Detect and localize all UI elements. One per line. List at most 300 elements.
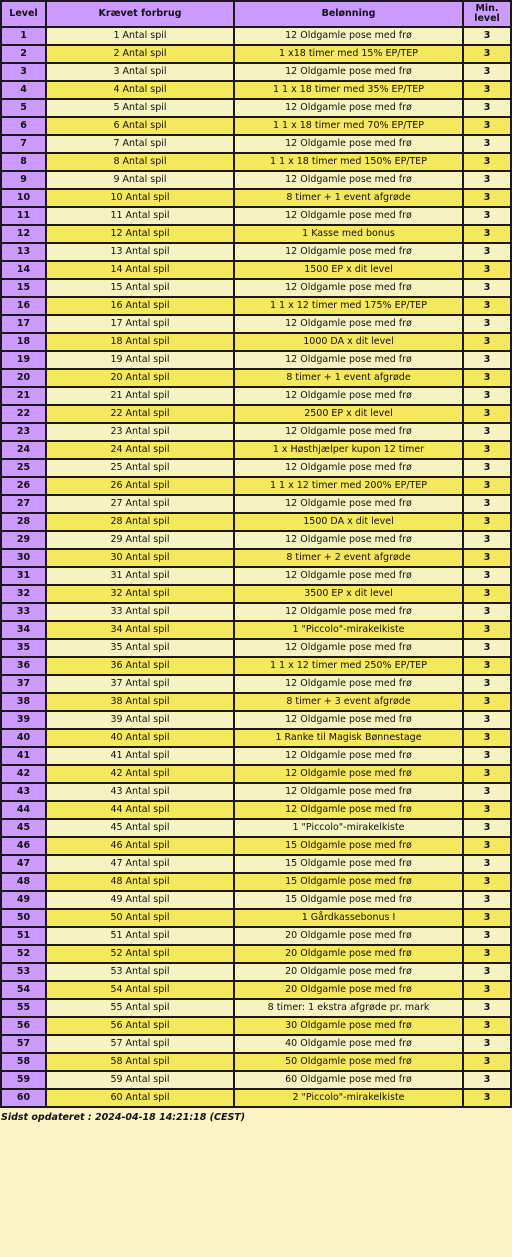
- level-cell: 40: [1, 729, 46, 747]
- level-cell: 2: [1, 45, 46, 63]
- table-row: [1, 1035, 511, 1053]
- required-cell: 54 Antal spil: [46, 981, 234, 999]
- min-level-cell: 3: [463, 225, 511, 243]
- table-row: [1, 207, 511, 225]
- min-level-cell: 3: [463, 441, 511, 459]
- level-cell: 34: [1, 621, 46, 639]
- required-cell: 37 Antal spil: [46, 675, 234, 693]
- reward-cell: 50 Oldgamle pose med frø: [234, 1053, 463, 1071]
- min-level-cell: 3: [463, 459, 511, 477]
- table-row: [1, 63, 511, 81]
- level-cell: 4: [1, 81, 46, 99]
- table-row: [1, 999, 511, 1017]
- table-row: [1, 99, 511, 117]
- level-cell: 14: [1, 261, 46, 279]
- min-level-cell: 3: [463, 747, 511, 765]
- required-cell: 46 Antal spil: [46, 837, 234, 855]
- min-level-cell: 3: [463, 423, 511, 441]
- min-level-cell: 3: [463, 675, 511, 693]
- table-row: [1, 243, 511, 261]
- min-level-cell: 3: [463, 45, 511, 63]
- min-level-cell: 3: [463, 891, 511, 909]
- table-row: [1, 711, 511, 729]
- level-cell: 58: [1, 1053, 46, 1071]
- min-level-cell: 3: [463, 837, 511, 855]
- reward-cell: 15 Oldgamle pose med frø: [234, 891, 463, 909]
- required-cell: 16 Antal spil: [46, 297, 234, 315]
- reward-cell: 12 Oldgamle pose med frø: [234, 495, 463, 513]
- min-level-cell: 3: [463, 135, 511, 153]
- reward-cell: 3500 EP x dit level: [234, 585, 463, 603]
- required-cell: 60 Antal spil: [46, 1089, 234, 1107]
- min-level-cell: 3: [463, 981, 511, 999]
- header-required: Krævet forbrug: [46, 1, 234, 27]
- level-cell: 44: [1, 801, 46, 819]
- table-row: [1, 387, 511, 405]
- min-level-cell: 3: [463, 657, 511, 675]
- reward-cell: 12 Oldgamle pose med frø: [234, 99, 463, 117]
- min-level-cell: 3: [463, 405, 511, 423]
- table-row: [1, 1017, 511, 1035]
- min-level-cell: 3: [463, 1071, 511, 1089]
- min-level-cell: 3: [463, 63, 511, 81]
- min-level-cell: 3: [463, 765, 511, 783]
- table-row: [1, 567, 511, 585]
- required-cell: 23 Antal spil: [46, 423, 234, 441]
- reward-cell: 12 Oldgamle pose med frø: [234, 801, 463, 819]
- min-level-cell: 3: [463, 189, 511, 207]
- reward-cell: 1 Gårdkassebonus I: [234, 909, 463, 927]
- level-cell: 28: [1, 513, 46, 531]
- required-cell: 2 Antal spil: [46, 45, 234, 63]
- table-row: [1, 1089, 511, 1107]
- reward-cell: 1 1 x 18 timer med 150% EP/TEP: [234, 153, 463, 171]
- level-cell: 1: [1, 27, 46, 45]
- table-row: [1, 441, 511, 459]
- header-min-level: [463, 1, 511, 27]
- required-cell: 1 Antal spil: [46, 27, 234, 45]
- min-level-cell: 3: [463, 585, 511, 603]
- level-cell: 39: [1, 711, 46, 729]
- required-cell: 11 Antal spil: [46, 207, 234, 225]
- min-level-cell: 3: [463, 1089, 511, 1107]
- required-cell: 38 Antal spil: [46, 693, 234, 711]
- level-cell: 53: [1, 963, 46, 981]
- required-cell: 7 Antal spil: [46, 135, 234, 153]
- table-row: [1, 675, 511, 693]
- reward-cell: 15 Oldgamle pose med frø: [234, 837, 463, 855]
- level-cell: 26: [1, 477, 46, 495]
- min-level-cell: 3: [463, 171, 511, 189]
- reward-cell: 1 1 x 18 timer med 35% EP/TEP: [234, 81, 463, 99]
- required-cell: 32 Antal spil: [46, 585, 234, 603]
- min-level-cell: 3: [463, 207, 511, 225]
- table-row: [1, 477, 511, 495]
- min-level-cell: 3: [463, 549, 511, 567]
- table-header-row: [1, 1, 511, 27]
- level-cell: 46: [1, 837, 46, 855]
- table-row: [1, 333, 511, 351]
- required-cell: 58 Antal spil: [46, 1053, 234, 1071]
- table-row: [1, 837, 511, 855]
- level-cell: 50: [1, 909, 46, 927]
- required-cell: 48 Antal spil: [46, 873, 234, 891]
- table-row: [1, 945, 511, 963]
- min-level-cell: 3: [463, 261, 511, 279]
- required-cell: 30 Antal spil: [46, 549, 234, 567]
- required-cell: 41 Antal spil: [46, 747, 234, 765]
- min-level-cell: 3: [463, 81, 511, 99]
- reward-cell: 12 Oldgamle pose med frø: [234, 765, 463, 783]
- table-row: [1, 873, 511, 891]
- level-cell: 41: [1, 747, 46, 765]
- required-cell: 27 Antal spil: [46, 495, 234, 513]
- table-row: [1, 819, 511, 837]
- required-cell: 49 Antal spil: [46, 891, 234, 909]
- min-level-cell: 3: [463, 855, 511, 873]
- reward-cell: 15 Oldgamle pose med frø: [234, 855, 463, 873]
- reward-cell: 12 Oldgamle pose med frø: [234, 603, 463, 621]
- min-level-cell: 3: [463, 297, 511, 315]
- table-row: [1, 621, 511, 639]
- reward-cell: 1 1 x 12 timer med 200% EP/TEP: [234, 477, 463, 495]
- level-cell: 43: [1, 783, 46, 801]
- level-cell: 17: [1, 315, 46, 333]
- min-level-cell: 3: [463, 621, 511, 639]
- reward-cell: 1500 EP x dit level: [234, 261, 463, 279]
- required-cell: 26 Antal spil: [46, 477, 234, 495]
- reward-cell: 12 Oldgamle pose med frø: [234, 279, 463, 297]
- table-row: [1, 963, 511, 981]
- level-cell: 30: [1, 549, 46, 567]
- table-row: [1, 1071, 511, 1089]
- table-row: [1, 531, 511, 549]
- level-cell: 48: [1, 873, 46, 891]
- level-cell: 55: [1, 999, 46, 1017]
- level-cell: 51: [1, 927, 46, 945]
- min-level-cell: 3: [463, 351, 511, 369]
- level-cell: 54: [1, 981, 46, 999]
- table-row: [1, 891, 511, 909]
- level-cell: 19: [1, 351, 46, 369]
- level-cell: 29: [1, 531, 46, 549]
- min-level-cell: 3: [463, 1035, 511, 1053]
- table-row: [1, 315, 511, 333]
- reward-cell: 20 Oldgamle pose med frø: [234, 945, 463, 963]
- level-cell: 27: [1, 495, 46, 513]
- table-row: [1, 81, 511, 99]
- required-cell: 3 Antal spil: [46, 63, 234, 81]
- level-cell: 10: [1, 189, 46, 207]
- reward-cell: 20 Oldgamle pose med frø: [234, 963, 463, 981]
- table-row: [1, 405, 511, 423]
- required-cell: 14 Antal spil: [46, 261, 234, 279]
- min-level-cell: 3: [463, 531, 511, 549]
- required-cell: 31 Antal spil: [46, 567, 234, 585]
- level-cell: 49: [1, 891, 46, 909]
- reward-cell: 8 timer + 2 event afgrøde: [234, 549, 463, 567]
- required-cell: 36 Antal spil: [46, 657, 234, 675]
- min-level-cell: 3: [463, 729, 511, 747]
- table-row: [1, 513, 511, 531]
- table-row: [1, 261, 511, 279]
- table-row: [1, 225, 511, 243]
- table-row: [1, 765, 511, 783]
- min-level-cell: 3: [463, 693, 511, 711]
- reward-cell: 8 timer + 1 event afgrøde: [234, 369, 463, 387]
- level-cell: 11: [1, 207, 46, 225]
- level-cell: 32: [1, 585, 46, 603]
- level-cell: 21: [1, 387, 46, 405]
- table-row: [1, 495, 511, 513]
- table-row: [1, 1053, 511, 1071]
- level-cell: 57: [1, 1035, 46, 1053]
- required-cell: 39 Antal spil: [46, 711, 234, 729]
- required-cell: 20 Antal spil: [46, 369, 234, 387]
- level-cell: 18: [1, 333, 46, 351]
- min-level-cell: 3: [463, 99, 511, 117]
- table-row: [1, 585, 511, 603]
- level-cell: 24: [1, 441, 46, 459]
- min-level-cell: 3: [463, 783, 511, 801]
- required-cell: 22 Antal spil: [46, 405, 234, 423]
- required-cell: 12 Antal spil: [46, 225, 234, 243]
- table-row: [1, 153, 511, 171]
- level-cell: 47: [1, 855, 46, 873]
- header-reward: Belønning: [234, 1, 463, 27]
- min-level-cell: 3: [463, 711, 511, 729]
- required-cell: 4 Antal spil: [46, 81, 234, 99]
- reward-cell: 1 1 x 12 timer med 175% EP/TEP: [234, 297, 463, 315]
- table-row: [1, 801, 511, 819]
- table-row: [1, 693, 511, 711]
- required-cell: 53 Antal spil: [46, 963, 234, 981]
- required-cell: 34 Antal spil: [46, 621, 234, 639]
- required-cell: 44 Antal spil: [46, 801, 234, 819]
- level-cell: 8: [1, 153, 46, 171]
- level-cell: 9: [1, 171, 46, 189]
- reward-cell: 20 Oldgamle pose med frø: [234, 981, 463, 999]
- required-cell: 28 Antal spil: [46, 513, 234, 531]
- reward-cell: 1 x Høsthjælper kupon 12 timer: [234, 441, 463, 459]
- required-cell: 56 Antal spil: [46, 1017, 234, 1035]
- table-row: [1, 279, 511, 297]
- min-level-cell: 3: [463, 117, 511, 135]
- min-level-cell: 3: [463, 243, 511, 261]
- required-cell: 42 Antal spil: [46, 765, 234, 783]
- reward-cell: 1500 DA x dit level: [234, 513, 463, 531]
- table-row: [1, 981, 511, 999]
- level-cell: 60: [1, 1089, 46, 1107]
- table-row: [1, 189, 511, 207]
- table-row: [1, 351, 511, 369]
- level-cell: 12: [1, 225, 46, 243]
- reward-cell: 12 Oldgamle pose med frø: [234, 351, 463, 369]
- table-row: [1, 729, 511, 747]
- reward-cell: 12 Oldgamle pose med frø: [234, 675, 463, 693]
- required-cell: 9 Antal spil: [46, 171, 234, 189]
- reward-cell: 12 Oldgamle pose med frø: [234, 135, 463, 153]
- table-row: [1, 549, 511, 567]
- level-cell: 36: [1, 657, 46, 675]
- min-level-cell: 3: [463, 1017, 511, 1035]
- required-cell: 40 Antal spil: [46, 729, 234, 747]
- required-cell: 55 Antal spil: [46, 999, 234, 1017]
- reward-cell: 1 1 x 12 timer med 250% EP/TEP: [234, 657, 463, 675]
- level-cell: 52: [1, 945, 46, 963]
- table-row: [1, 297, 511, 315]
- min-level-cell: 3: [463, 639, 511, 657]
- reward-cell: 1 Ranke til Magisk Bønnestage: [234, 729, 463, 747]
- required-cell: 8 Antal spil: [46, 153, 234, 171]
- reward-cell: 8 timer: 1 ekstra afgrøde pr. mark: [234, 999, 463, 1017]
- reward-cell: 2500 EP x dit level: [234, 405, 463, 423]
- reward-cell: 1 1 x 18 timer med 70% EP/TEP: [234, 117, 463, 135]
- min-level-cell: 3: [463, 369, 511, 387]
- required-cell: 17 Antal spil: [46, 315, 234, 333]
- min-level-cell: 3: [463, 153, 511, 171]
- level-cell: 13: [1, 243, 46, 261]
- reward-cell: 12 Oldgamle pose med frø: [234, 711, 463, 729]
- min-level-cell: 3: [463, 513, 511, 531]
- table-row: [1, 747, 511, 765]
- table-row: [1, 459, 511, 477]
- min-level-cell: 3: [463, 819, 511, 837]
- required-cell: 52 Antal spil: [46, 945, 234, 963]
- reward-cell: 8 timer + 1 event afgrøde: [234, 189, 463, 207]
- required-cell: 51 Antal spil: [46, 927, 234, 945]
- required-cell: 57 Antal spil: [46, 1035, 234, 1053]
- table-row: [1, 423, 511, 441]
- reward-cell: 12 Oldgamle pose med frø: [234, 459, 463, 477]
- table-row: [1, 45, 511, 63]
- required-cell: 18 Antal spil: [46, 333, 234, 351]
- reward-cell: 1 "Piccolo"-mirakelkiste: [234, 819, 463, 837]
- reward-cell: 12 Oldgamle pose med frø: [234, 243, 463, 261]
- level-cell: 20: [1, 369, 46, 387]
- min-level-cell: 3: [463, 1053, 511, 1071]
- reward-cell: 2 "Piccolo"-mirakelkiste: [234, 1089, 463, 1107]
- table-row: [1, 27, 511, 45]
- level-cell: 31: [1, 567, 46, 585]
- level-cell: 22: [1, 405, 46, 423]
- min-level-cell: 3: [463, 495, 511, 513]
- reward-cell: 12 Oldgamle pose med frø: [234, 567, 463, 585]
- table-row: [1, 909, 511, 927]
- table-row: [1, 639, 511, 657]
- reward-cell: 12 Oldgamle pose med frø: [234, 27, 463, 45]
- level-cell: 25: [1, 459, 46, 477]
- required-cell: 6 Antal spil: [46, 117, 234, 135]
- level-cell: 5: [1, 99, 46, 117]
- required-cell: 21 Antal spil: [46, 387, 234, 405]
- required-cell: 50 Antal spil: [46, 909, 234, 927]
- min-level-cell: 3: [463, 801, 511, 819]
- reward-cell: 20 Oldgamle pose med frø: [234, 927, 463, 945]
- reward-cell: 12 Oldgamle pose med frø: [234, 171, 463, 189]
- level-cell: 7: [1, 135, 46, 153]
- header-min-level-label: Min. level: [474, 3, 500, 24]
- level-cell: 38: [1, 693, 46, 711]
- required-cell: 45 Antal spil: [46, 819, 234, 837]
- reward-cell: 12 Oldgamle pose med frø: [234, 315, 463, 333]
- table-row: [1, 603, 511, 621]
- required-cell: 10 Antal spil: [46, 189, 234, 207]
- level-cell: 42: [1, 765, 46, 783]
- table-row: [1, 657, 511, 675]
- min-level-cell: 3: [463, 27, 511, 45]
- reward-cell: 40 Oldgamle pose med frø: [234, 1035, 463, 1053]
- required-cell: 43 Antal spil: [46, 783, 234, 801]
- min-level-cell: 3: [463, 567, 511, 585]
- required-cell: 19 Antal spil: [46, 351, 234, 369]
- table-row: [1, 171, 511, 189]
- min-level-cell: 3: [463, 999, 511, 1017]
- reward-cell: 1 x18 timer med 15% EP/TEP: [234, 45, 463, 63]
- required-cell: 47 Antal spil: [46, 855, 234, 873]
- table-row: [1, 369, 511, 387]
- level-cell: 3: [1, 63, 46, 81]
- min-level-cell: 3: [463, 387, 511, 405]
- required-cell: 29 Antal spil: [46, 531, 234, 549]
- reward-cell: 12 Oldgamle pose med frø: [234, 387, 463, 405]
- level-cell: 56: [1, 1017, 46, 1035]
- required-cell: 13 Antal spil: [46, 243, 234, 261]
- level-cell: 35: [1, 639, 46, 657]
- required-cell: 35 Antal spil: [46, 639, 234, 657]
- header-level: Level: [1, 1, 46, 27]
- reward-cell: 12 Oldgamle pose med frø: [234, 783, 463, 801]
- reward-cell: 12 Oldgamle pose med frø: [234, 747, 463, 765]
- required-cell: 5 Antal spil: [46, 99, 234, 117]
- table-row: [1, 783, 511, 801]
- table-row: [1, 927, 511, 945]
- table-body: [1, 27, 511, 1107]
- min-level-cell: 3: [463, 927, 511, 945]
- level-cell: 6: [1, 117, 46, 135]
- min-level-cell: 3: [463, 873, 511, 891]
- reward-cell: 12 Oldgamle pose med frø: [234, 423, 463, 441]
- level-cell: 59: [1, 1071, 46, 1089]
- level-cell: 37: [1, 675, 46, 693]
- min-level-cell: 3: [463, 603, 511, 621]
- level-cell: 33: [1, 603, 46, 621]
- required-cell: 15 Antal spil: [46, 279, 234, 297]
- reward-cell: 60 Oldgamle pose med frø: [234, 1071, 463, 1089]
- required-cell: 33 Antal spil: [46, 603, 234, 621]
- table-row: [1, 135, 511, 153]
- level-cell: 16: [1, 297, 46, 315]
- min-level-cell: 3: [463, 315, 511, 333]
- min-level-cell: 3: [463, 945, 511, 963]
- reward-cell: 8 timer + 3 event afgrøde: [234, 693, 463, 711]
- required-cell: 24 Antal spil: [46, 441, 234, 459]
- reward-cell: 12 Oldgamle pose med frø: [234, 639, 463, 657]
- reward-cell: 1 "Piccolo"-mirakelkiste: [234, 621, 463, 639]
- required-cell: 59 Antal spil: [46, 1071, 234, 1089]
- min-level-cell: 3: [463, 333, 511, 351]
- reward-cell: 1000 DA x dit level: [234, 333, 463, 351]
- table-row: [1, 117, 511, 135]
- reward-cell: 30 Oldgamle pose med frø: [234, 1017, 463, 1035]
- reward-cell: 15 Oldgamle pose med frø: [234, 873, 463, 891]
- level-cell: 45: [1, 819, 46, 837]
- min-level-cell: 3: [463, 963, 511, 981]
- reward-cell: 1 Kasse med bonus: [234, 225, 463, 243]
- reward-cell: 12 Oldgamle pose med frø: [234, 63, 463, 81]
- reward-cell: 12 Oldgamle pose med frø: [234, 531, 463, 549]
- table-row: [1, 855, 511, 873]
